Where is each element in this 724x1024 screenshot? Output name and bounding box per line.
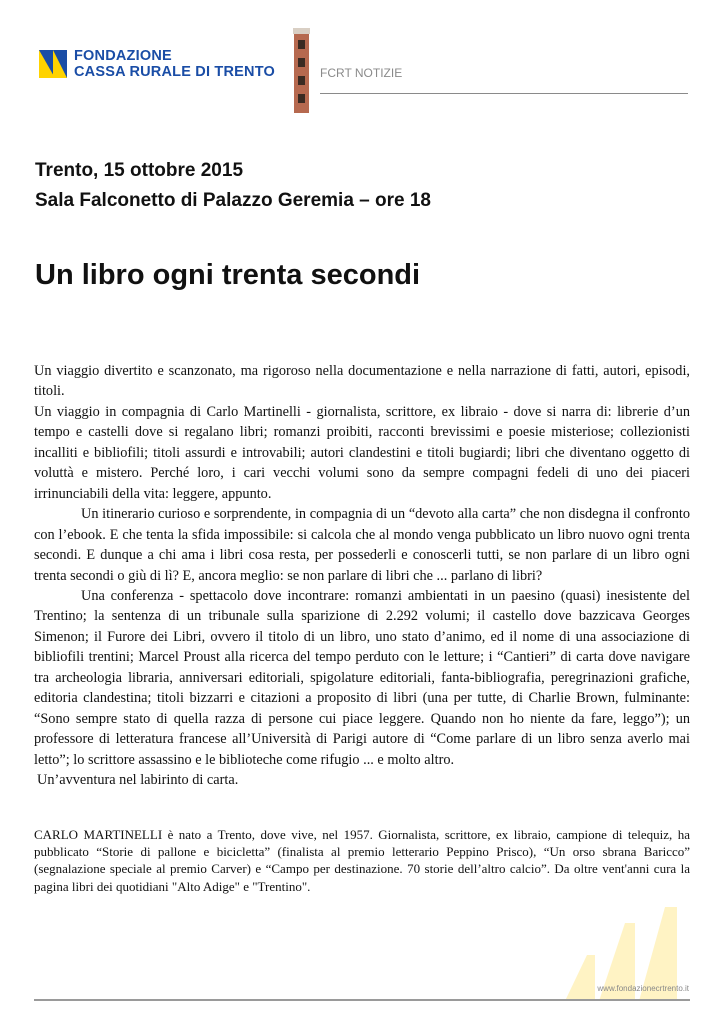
footer-divider [34, 999, 690, 1001]
paragraph: Un viaggio in compagnia di Carlo Martinelli - giornalista, scrittore, ex libraio - dove si narra di: librerie d’un tempo e castelli dove si regalano libri; romanzi proibiti, racconti brevissimi e poesie misteriose; collezionisti incalliti e bibliofili; titoli assurdi e introvabili; autori clandestini e titoli bugiardi; libri che diventano oggetto di voluttà e mistero. Perché loro, i cari vecchi volumi sono da sempre compagni fedeli di uno dei piaceri irrinunciabili della vita: leggere, appunto. [34, 403, 690, 502]
foundation-name-line2: CASSA RURALE DI TRENTO [74, 64, 275, 80]
header-divider [320, 93, 688, 94]
foundation-logo-icon [39, 50, 67, 78]
foundation-name [74, 48, 275, 80]
footer-url: www.fondazionecrtrento.it [597, 984, 689, 993]
paragraph: Un’avventura nel labirinto di carta. [37, 772, 239, 789]
paragraph: Una conferenza - spettacolo dove incontrare: romanzi ambientati in un paesino (quasi) inesistente del Trentino; la sentenza di un tribunale sulla sparizione di 2.292 volumi; il castello dove bazzicava Georges Simenon; il Furore dei Libri, ovvero il titolo di un libro, uno stato d’animo, ed il nome di una associazione di bibliofili trentini; Marcel Proust alla ricerca del tempo perduto con le letture; i “Cantieri” di carta dove navigare tra archeologia libraria, anniversari editoriali, spigolature editoriali, fanta-bibliografia, peregrinazioni grafiche, editoria clandestina; titoli bizzarri e citazioni a proposito di libri (una per tutte, di Charlie Brown, fulminante: “Sono sempre stato di quella razza di persone cui piace leggere. Quando non ho niente da fare, leggo”); un professore di letteratura francese all’Università di Parigi autore di “Come parlare di un libro senza averlo mai letto”; lo scrittore assassino e le biblioteche come rifugio ... e molto altro. [34, 587, 690, 768]
page-title: Un libro ogni trenta secondi [35, 259, 421, 291]
author-bio: CARLO MARTINELLI è nato a Trento, dove vive, nel 1957. Giornalista, scrittore, ex libraio, campione di telequiz, ha pubblicato “Storie di pallone e bicicletta” (finalista al premio letterario Peppino Prisco), “Un orso sbrana Baricco” (segnalazione speciale al premio Carver) e “Campo per destinazione. 70 storie dell’altro calcio”. Da oltre vent'anni cura la pagina libri dei quotidiani "Alto Adige" e "Trentino". [34, 827, 690, 894]
article-body [34, 361, 690, 791]
paragraph: Un viaggio divertito e scanzonato, ma rigoroso nella documentazione e nella narrazione di fatti, autori, episodi, titoli. [34, 363, 690, 400]
paragraph: Un itinerario curioso e sorprendente, in compagnia di un “devoto alla carta” che non disdegna il confronto con l’ebook. E che tenta la sfida impossibile: si calcola che al mondo venga pubblicato un libro nuovo ogni trenta secondi. E dunque a chi ama i libri cosa resta, per possederli e conoscerli tutti, se non parlare di un libro ogni trenta secondi o giù di lì? E, ancora meglio: se non parlare di libri che ... parlano di libri? [34, 506, 690, 584]
event-venue: Sala Falconetto di Palazzo Geremia – ore 18 [35, 190, 431, 211]
palazzo-image [294, 28, 309, 113]
foundation-name-line1: FONDAZIONE [74, 48, 172, 64]
event-date: Trento, 15 ottobre 2015 [35, 160, 244, 181]
section-label: FCRT NOTIZIE [320, 66, 403, 80]
